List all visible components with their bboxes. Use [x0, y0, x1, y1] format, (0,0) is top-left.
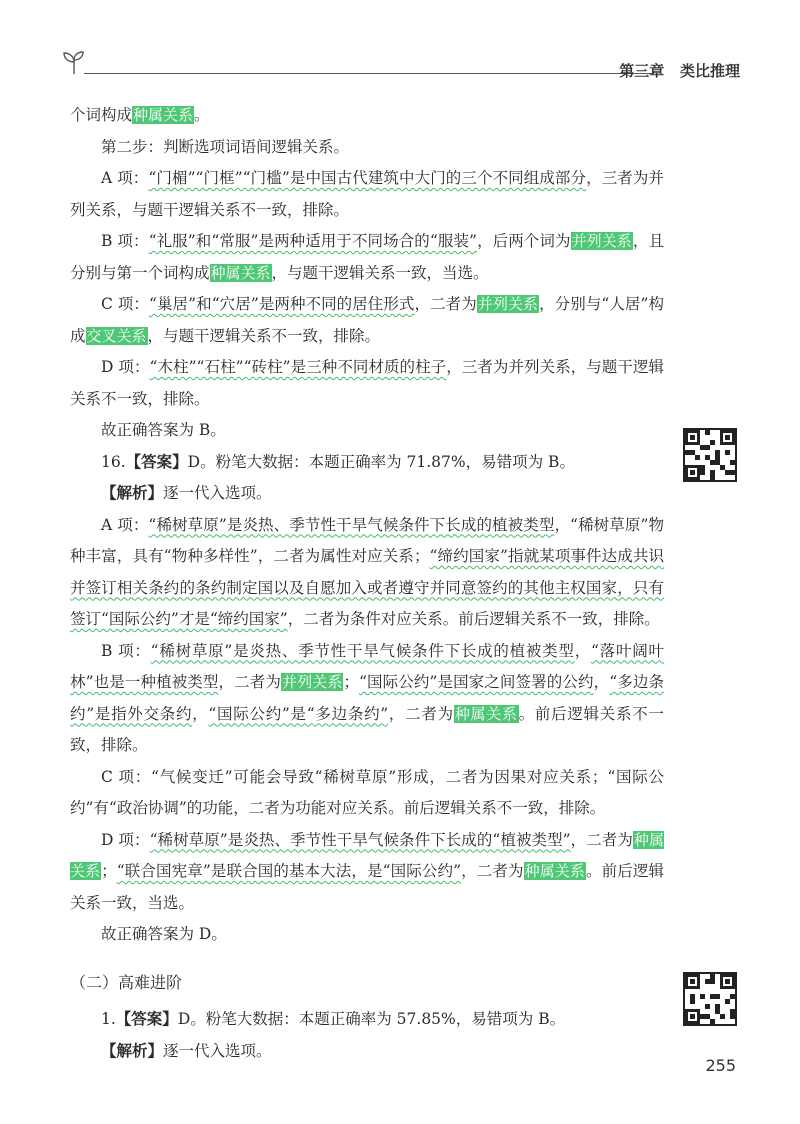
main-content	[70, 100, 664, 1067]
option-b: B 项：“礼服”和“常服”是两种适用于不同场合的“服装”，后两个词为并列关系，且分别与第一个词构成种属关系，与题干逻辑关系一致，当选。	[70, 232, 664, 282]
conclusion: 故正确答案为 B。	[101, 421, 226, 439]
conclusion: 故正确答案为 D。	[101, 925, 227, 943]
analysis-line: 【解析】逐一代入选项。	[101, 1041, 272, 1060]
option-b: B 项：“稀树草原”是炎热、季节性干旱气候条件下长成的植被类型，“落叶阔叶林”也是一种植被类型，二者为并列关系；“国际公约”是国家之间签署的公约，“多边条约”是指外交条约，“国际公约”是“多边条约”，二者为种属关系。前后逻辑关系不一致，排除。	[70, 641, 664, 754]
paragraph: 第二步：判断选项词语间逻辑关系。	[101, 137, 350, 156]
analysis-line: 【解析】逐一代入选项。	[101, 484, 272, 502]
option-d: D 项：“木柱”“石柱”“砖柱”是三种不同材质的柱子，三者为并列关系，与题干逻辑关系不一致，排除。	[70, 358, 664, 408]
answer-line: 1.【答案】D。粉笔大数据：本题正确率为 57.85%，易错项为 B。	[101, 1010, 566, 1028]
answer-line: 16.【答案】D。粉笔大数据：本题正确率为 71.87%，易错项为 B。	[101, 452, 575, 471]
qr-code-icon[interactable]	[683, 972, 737, 1026]
paragraph: 个词构成种属关系。	[70, 106, 210, 124]
page-number: 255	[705, 1056, 736, 1075]
option-c: C 项：“气候变迁”可能会导致“稀树草原”形成，二者为因果对应关系；“国际公约”有“政治协调”的功能，二者为功能对应关系。前后逻辑关系不一致，排除。	[70, 767, 664, 817]
option-d: D 项：“稀树草原”是炎热、季节性干旱气候条件下长成的“植被类型”，二者为种属关系；“联合国宪章”是联合国的基本大法，是“国际公约”，二者为种属关系。前后逻辑关系一致，当选。	[70, 830, 664, 912]
header-rule	[84, 73, 654, 74]
option-a: A 项：“稀树草原”是炎热、季节性干旱气候条件下长成的植被类型，“稀树草原”物种丰富，具有“物种多样性”，二者为属性对应关系；“缔约国家”指就某项事件达成共识并签订相关条约的条约制定国以及自愿加入或者遵守并同意签约的其他主权国家，只有签订“国际公约”才是“缔约国家”，二者为条件对应关系。前后逻辑关系不一致，排除。	[70, 515, 664, 628]
section-title: （二）高难进阶	[70, 972, 183, 992]
qr-code-icon[interactable]	[683, 428, 737, 482]
option-c: C 项：“巢居”和“穴居”是两种不同的居住形式，二者为并列关系，分别与“人居”构成交叉关系，与题干逻辑关系不一致，排除。	[70, 295, 664, 345]
chapter-title: 第三章 类比推理	[619, 62, 740, 80]
sprout-icon	[60, 48, 88, 76]
page-header	[60, 48, 740, 88]
option-a: A 项：“门楣”“门框”“门槛”是中国古代建筑中大门的三个不同组成部分，三者为并列关系，与题干逻辑关系不一致，排除。	[70, 169, 664, 219]
